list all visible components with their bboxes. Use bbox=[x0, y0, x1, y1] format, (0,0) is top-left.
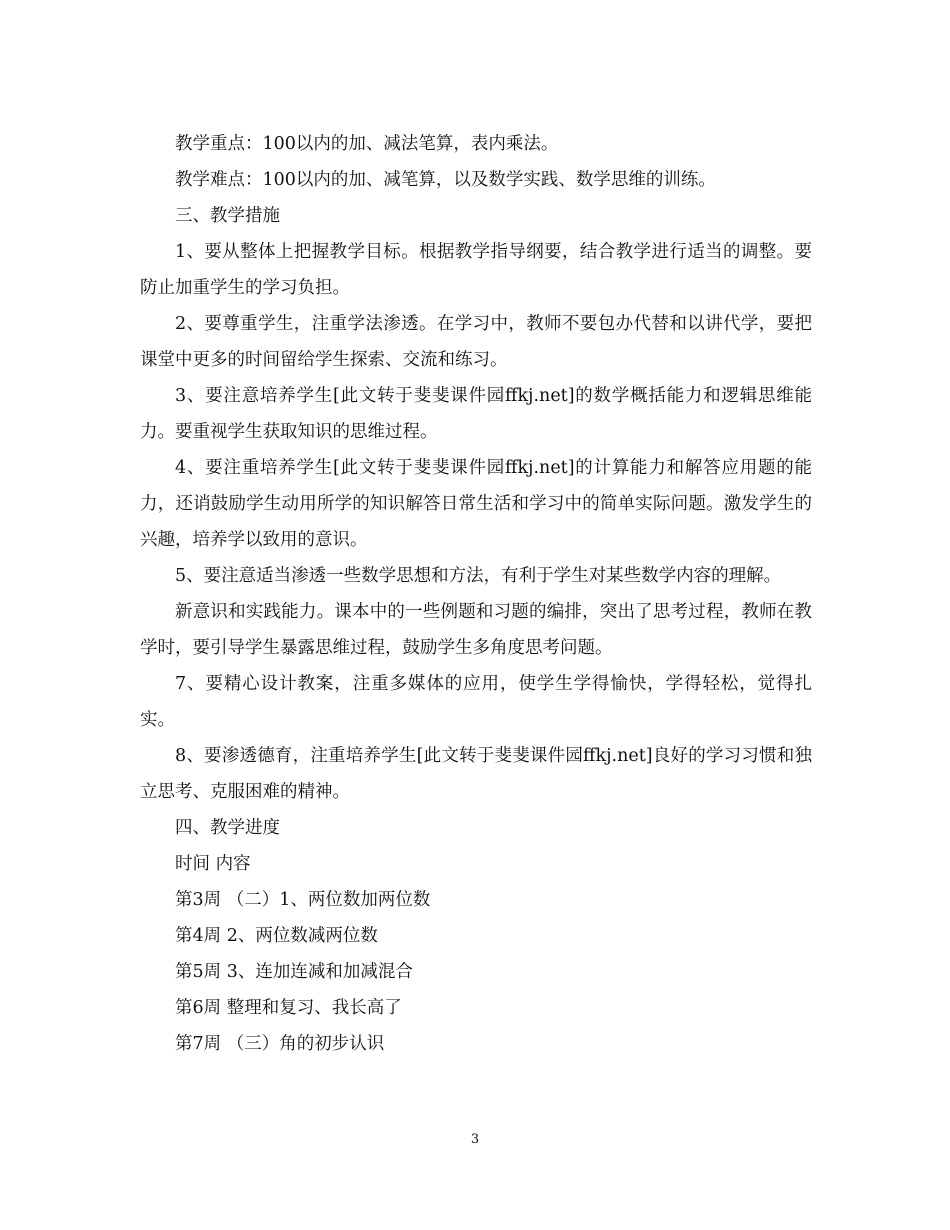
paragraph-measure-3: 3、要注意培养学生[此文转于斐斐课件园ffkj.net]的数学概括能力和逻辑思维能力。要重视学生获取知识的思维过程。 bbox=[140, 386, 812, 442]
schedule-row-week-7: 第7周 （三）角的初步认识 bbox=[175, 1034, 385, 1054]
paragraph-teaching-difficulty: 教学难点：100以内的加、减笔算，以及数学实践、数学思维的训练。 bbox=[175, 170, 716, 190]
section-heading-teaching-schedule: 四、教学进度 bbox=[175, 818, 280, 838]
schedule-row-week-5: 第5周 3、连加连减和加减混合 bbox=[175, 962, 413, 982]
schedule-row-week-4: 第4周 2、两位数减两位数 bbox=[175, 926, 378, 946]
paragraph-measure-2: 2、要尊重学生，注重学法渗透。在学习中，教师不要包办代替和以讲代学，要把课堂中更多的时间留给学生探索、交流和练习。 bbox=[140, 314, 812, 370]
paragraph-teaching-focus: 教学重点：100以内的加、减法笔算，表内乘法。 bbox=[175, 134, 559, 154]
paragraph-measure-7: 7、要精心设计教案，注重多媒体的应用，使学生学得愉快，学得轻松，觉得扎实。 bbox=[140, 674, 812, 730]
paragraph-measure-5: 5、要注意适当渗透一些数学思想和方法，有利于学生对某些数学内容的理解。 bbox=[175, 566, 782, 586]
section-heading-teaching-measures: 三、教学措施 bbox=[175, 206, 280, 226]
paragraph-measure-4: 4、要注重培养学生[此文转于斐斐课件园ffkj.net]的计算能力和解答应用题的能力，还诮鼓励学生动用所学的知识解答日常生活和学习中的简单实际问题。激发学生的兴趣，培养学以致用的意识。 bbox=[140, 458, 812, 550]
schedule-row-week-3: 第3周 （二）1、两位数加两位数 bbox=[175, 890, 431, 910]
paragraph-measure-1: 1、要从整体上把握教学目标。根据教学指导纲要，结合教学进行适当的调整。要防止加重学生的学习负担。 bbox=[140, 242, 812, 298]
paragraph-measure-8: 8、要渗透德育，注重培养学生[此文转于斐斐课件园ffkj.net]良好的学习习惯和独立思考、克服困难的精神。 bbox=[140, 746, 812, 802]
page-number: 3 bbox=[470, 1132, 480, 1147]
paragraph-innovation: 新意识和实践能力。课本中的一些例题和习题的编排，突出了思考过程，教师在教学时，要引导学生暴露思维过程，鼓励学生多角度思考问题。 bbox=[140, 602, 812, 658]
document-body bbox=[140, 126, 812, 1062]
schedule-row-week-6: 第6周 整理和复习、我长高了 bbox=[175, 998, 402, 1018]
schedule-header: 时间 内容 bbox=[175, 854, 251, 874]
